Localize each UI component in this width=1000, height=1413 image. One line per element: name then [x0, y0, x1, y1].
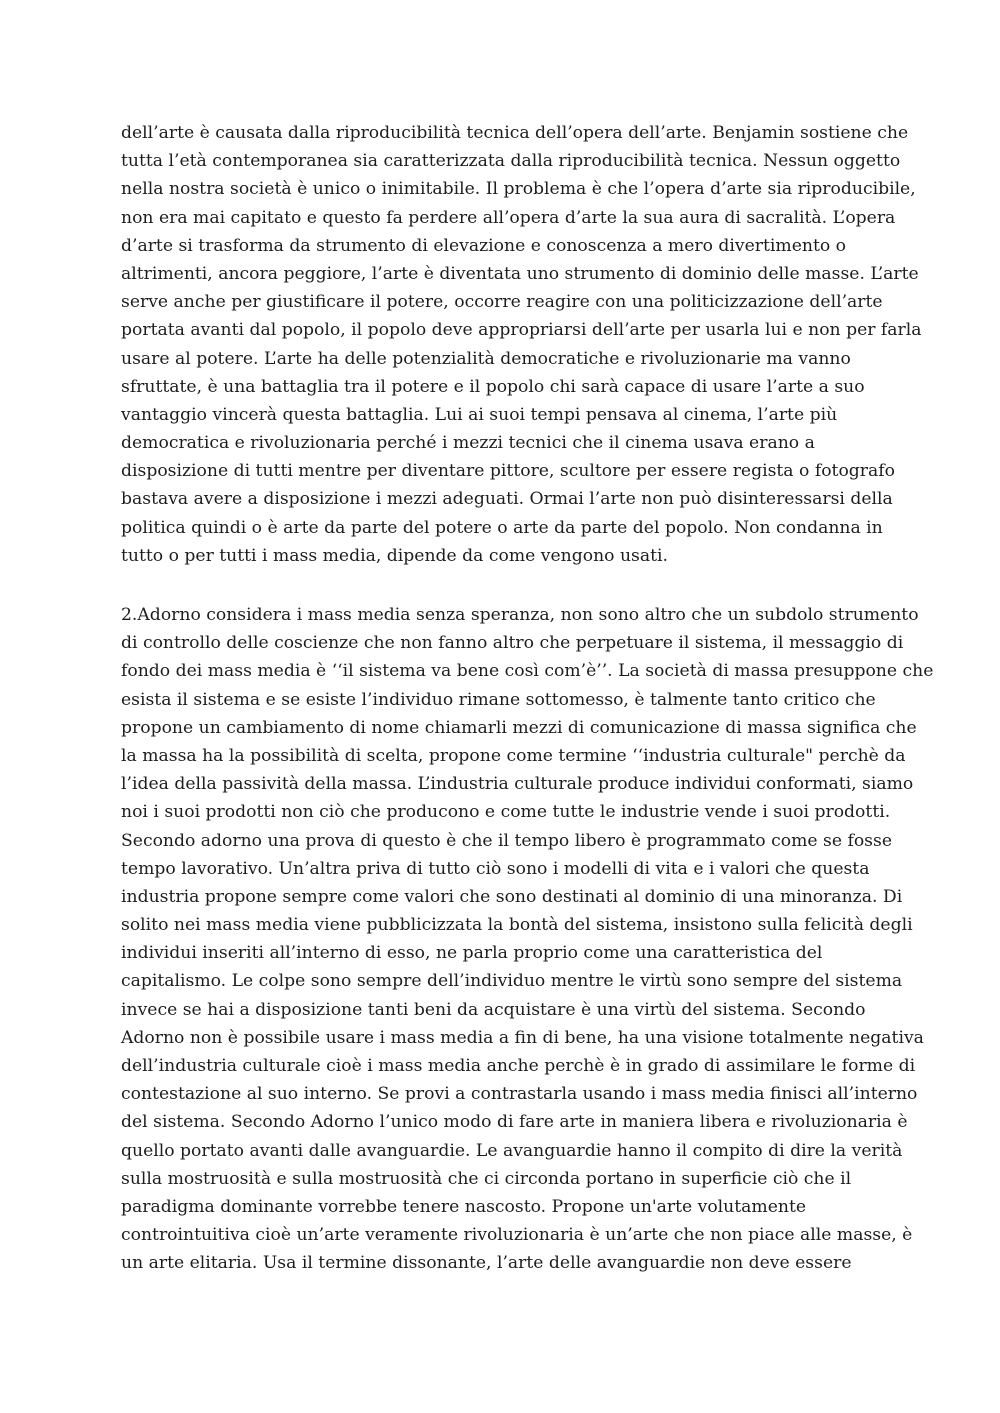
text-line: altrimenti, ancora peggiore, l’arte è diventata uno strumento di dominio delle masse. L’arte — [121, 263, 919, 284]
text-line: dell’arte è causata dalla riproducibilità tecnica dell’opera dell’arte. Benjamin sostiene che — [121, 123, 909, 143]
text-line: capitalismo. Le colpe sono sempre dell’individuo mentre le virtù sono sempre del sistema — [121, 971, 903, 992]
text-line: noi i suoi prodotti non ciò che producono e come tutte le industrie vende i suoi prodotti. — [121, 802, 891, 823]
text-line: usare al potere. L’arte ha delle potenzialità democratiche e rivoluzionarie ma vanno — [121, 348, 851, 369]
text-line: l’idea della passività della massa. L’industria culturale produce individui conformati, siamo — [121, 774, 914, 795]
text-line: 2.Adorno considera i mass media senza speranza, non sono altro che un subdolo strumento — [121, 605, 919, 625]
text-line: d’arte si trasforma da strumento di elevazione e conoscenza a mero divertimento o — [121, 235, 847, 256]
text-line: tempo lavorativo. Un’altra priva di tutto ciò sono i modelli di vita e i valori che questa — [121, 858, 870, 879]
text-line: del sistema. Secondo Adorno l’unico modo di fare arte in maniera libera e rivoluzionaria è — [121, 1112, 908, 1133]
text-line: esista il sistema e se esiste l’individuo rimane sottomesso, è talmente tanto critico che — [121, 689, 876, 710]
paragraph-benjamin — [121, 119, 922, 570]
text-line: disposizione di tutti mentre per diventare pittore, scultore per essere regista o fotografo — [121, 461, 895, 482]
text-line: Adorno non è possibile usare i mass media a fin di bene, ha una visione totalmente negativa — [121, 1027, 924, 1048]
text-line: di controllo delle coscienze che non fanno altro che perpetuare il sistema, il messaggio di — [121, 633, 904, 654]
text-line: dell’industria culturale cioè i mass media anche perchè è in grado di assimilare le forme di — [121, 1056, 916, 1076]
text-line: individui inseriti all’interno di esso, ne parla proprio come una caratteristica del — [121, 943, 823, 964]
text-line: serve anche per giustificare il potere, occorre reagire con una politicizzazione dell’arte — [121, 292, 883, 313]
text-line: solito nei mass media viene pubblicizzata la bontà del sistema, insistono sulla felicità degli — [121, 915, 913, 936]
text-line: democratica e rivoluzionaria perché i mezzi tecnici che il cinema usava erano a — [121, 433, 815, 454]
text-line: quello portato avanti dalle avanguardie. Le avanguardie hanno il compito di dire la verità — [121, 1140, 903, 1161]
text-line: un arte elitaria. Usa il termine dissonante, l’arte delle avanguardie non deve essere — [121, 1253, 852, 1274]
text-line: portata avanti dal popolo, il popolo deve appropriarsi dell’arte per usarla lui e non per farla — [121, 320, 922, 341]
text-line: sfruttate, è una battaglia tra il potere e il popolo chi sarà capace di usare l’arte a suo — [121, 376, 865, 397]
text-line: invece se hai a disposizione tanti beni da acquistare è una virtù del sistema. Secondo — [121, 999, 866, 1020]
text-line: vantaggio vincerà questa battaglia. Lui ai suoi tempi pensava al cinema, l’arte più — [121, 404, 838, 425]
text-line: bastava avere a disposizione i mezzi adeguati. Ormai l’arte non può disinteressarsi della — [121, 489, 893, 510]
text-line: politica quindi o è arte da parte del potere o arte da parte del popolo. Non condanna in — [121, 517, 883, 538]
text-line: controintuitiva cioè un’arte veramente rivoluzionaria è un’arte che non piace alle masse, è — [121, 1225, 913, 1246]
text-line: Secondo adorno una prova di questo è che il tempo libero è programmato come se fosse — [121, 830, 892, 851]
text-line: sulla mostruosità e sulla mostruosità che ci circonda portano in superficie ciò che il — [121, 1168, 852, 1189]
text-line: industria propone sempre come valori che sono destinati al dominio di una minoranza. Di — [121, 886, 903, 907]
text-line: non era mai capitato e questo fa perdere all’opera d’arte la sua aura di sacralità. L’opera — [121, 207, 896, 228]
text-line: propone un cambiamento di nome chiamarli mezzi di comunicazione di massa significa che — [121, 717, 917, 738]
text-line: fondo dei mass media è ‘‘il sistema va bene così com’è’’. La società di massa presuppone che — [121, 661, 934, 682]
paragraph-adorno — [121, 601, 934, 1278]
text-line: paradigma dominante vorrebbe tenere nascosto. Propone un'arte volutamente — [121, 1196, 807, 1217]
text-line: nella nostra società è unico o inimitabile. Il problema è che l’opera d’arte sia riproducibile, — [121, 179, 916, 200]
text-line: tutta l’età contemporanea sia caratterizzata dalla riproducibilità tecnica. Nessun oggetto — [121, 151, 901, 172]
text-line: la massa ha la possibilità di scelta, propone come termine ‘‘industria culturale" perchè da — [121, 745, 906, 766]
text-line: tutto o per tutti i mass media, dipende da come vengono usati. — [121, 545, 668, 566]
text-line: contestazione al suo interno. Se provi a contrastarla usando i mass media finisci all’interno — [121, 1084, 918, 1105]
